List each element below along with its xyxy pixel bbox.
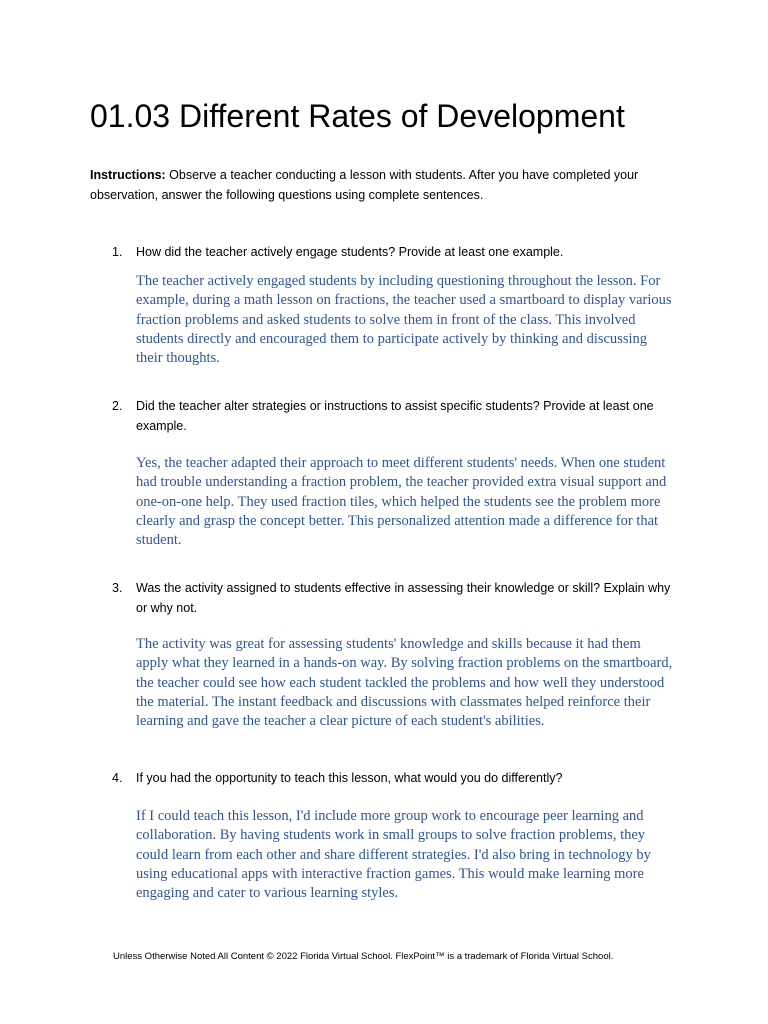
copyright-footer: Unless Otherwise Noted All Content © 2022 Florida Virtual School. FlexPoint™ is a trademark of Florida Virtual School. — [113, 951, 614, 962]
page-title: 01.03 Different Rates of Development — [90, 98, 625, 134]
question-number: 4. — [112, 771, 123, 785]
instructions-paragraph — [90, 166, 670, 205]
instructions-text: Observe a teacher conducting a lesson with students. After you have completed your observation, answer the following questions using complete sentences. — [90, 168, 639, 202]
question-text: How did the teacher actively engage students? Provide at least one example. — [136, 245, 564, 259]
question-text: Was the activity assigned to students effective in assessing their knowledge or skill? Explain why or why not. — [136, 581, 671, 615]
answer-4: If I could teach this lesson, I'd include more group work to encourage peer learning and collaboration. By having students work in small groups to solve fraction problems, they could learn from each other and share different strategies. I'd also bring in technology by using educational apps with interactive fraction games. This would make learning more engaging and cater to various learning styles. — [136, 808, 651, 902]
answer-3: The activity was great for assessing students' knowledge and skills because it had them apply what they learned in a hands-on way. By solving fraction problems on the smartboard, the teacher could see how each student tackled the problems and how well they understood the material. The instant feedback and discussions with classmates helped reinforce their learning and gave the teacher a clear picture of each student's abilities. — [136, 636, 673, 730]
question-number: 2. — [112, 399, 123, 413]
question-number: 1. — [112, 245, 123, 259]
answer-1: The teacher actively engaged students by including questioning throughout the lesson. For example, during a math lesson on fractions, the teacher used a smartboard to display various fraction problems and asked students to solve them in front of the class. This involved students directly and encouraged them to participate actively by thinking and discussing their thoughts. — [136, 273, 672, 367]
question-number: 3. — [112, 581, 123, 595]
instructions-label: Instructions: — [90, 168, 166, 182]
question-text: Did the teacher alter strategies or instructions to assist specific students? Provide at least one example. — [136, 399, 654, 433]
answer-2: Yes, the teacher adapted their approach to meet different students' needs. When one student had trouble understanding a fraction problem, the teacher provided extra visual support and one-on-one help. They used fraction tiles, which helped the students see the problem more clearly and grasp the concept better. This personalized attention made a difference for that student. — [136, 455, 667, 549]
question-text: If you had the opportunity to teach this lesson, what would you do differently? — [136, 771, 563, 785]
